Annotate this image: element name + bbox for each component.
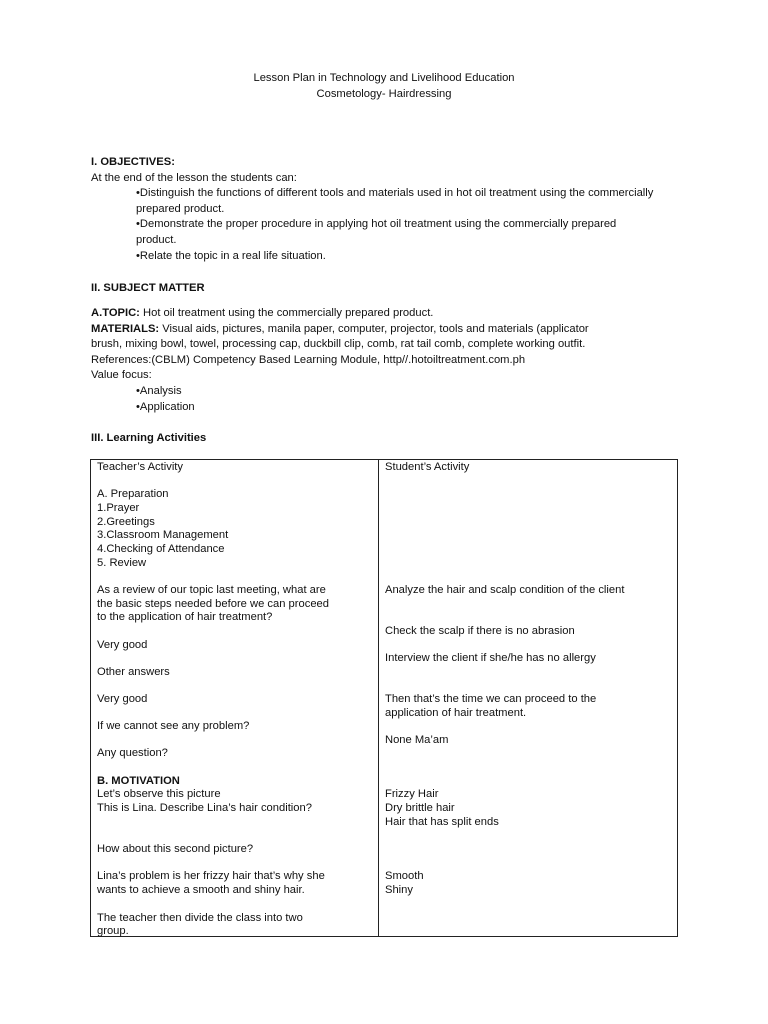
other-answers: Other answers [97, 666, 170, 678]
second-picture: How about this second picture? [97, 843, 254, 855]
condition-split-ends: Hair that has split ends [385, 816, 499, 828]
teacher-header: Teacher’s Activity [97, 461, 184, 473]
value-focus-label: Value focus: [91, 369, 152, 382]
topic-label: A.TOPIC: [91, 307, 140, 319]
materials-label: MATERIALS: [91, 322, 160, 335]
doc-title-line2: Cosmetology- Hairdressing [316, 88, 452, 100]
student-none: None Ma’am [385, 734, 449, 746]
review-question-2: the basic steps needed before we can proceed [97, 598, 329, 610]
prep-item-review: 5. Review [97, 557, 147, 569]
objectives-heading: I. OBJECTIVES: [91, 156, 175, 168]
subject-matter-section [91, 306, 691, 415]
value-item-analysis: •Analysis [136, 384, 182, 397]
review-question-1: As a review of our topic last meeting, what are [97, 584, 326, 596]
objective-item-2: •Demonstrate the proper procedure in applying hot oil treatment using the commercially prepared product. [136, 218, 617, 246]
student-check-scalp: Check the scalp if there is no abrasion [385, 625, 575, 637]
subject-matter-heading: II. SUBJECT MATTER [91, 282, 205, 294]
topic-text: Hot oil treatment using the commercially prepared product. [143, 307, 434, 319]
divide-class-1: The teacher then divide the class into two [97, 912, 303, 924]
subject-matter-heading-wrap [91, 281, 691, 297]
student-then-1: Then that’s the time we can proceed to the [385, 693, 597, 705]
materials-text-2: brush, mixing bowl, towel, processing cap, duckbill clip, comb, rat tail comb, complete working outfit. [91, 338, 586, 351]
any-question: Any question? [97, 747, 168, 759]
materials-text-1: Visual aids, pictures, manila paper, computer, projector, tools and materials (applicator [162, 322, 589, 335]
prep-item-classroom: 3.Classroom Management [97, 529, 229, 541]
objectives-intro: At the end of the lesson the students can: [91, 171, 297, 184]
motivation-heading: B. MOTIVATION [97, 775, 180, 787]
materials-line [91, 322, 691, 338]
activities-table [90, 459, 678, 937]
prep-item-greetings: 2.Greetings [97, 516, 155, 528]
prep-item-attendance: 4.Checking of Attendance [97, 543, 225, 555]
very-good-2: Very good [97, 693, 148, 705]
if-cannot-see: If we cannot see any problem? [97, 720, 250, 732]
condition-frizzy: Frizzy Hair [385, 788, 439, 800]
review-question-3: to the application of hair treatment? [97, 611, 273, 623]
condition-dry: Dry brittle hair [385, 802, 455, 814]
divide-class-2: group. [97, 925, 129, 937]
student-header: Student’s Activity [385, 461, 470, 473]
objective-item-3: •Relate the topic in a real life situation. [136, 249, 326, 262]
value-item-application: •Application [136, 400, 195, 413]
table-column-divider [378, 460, 379, 936]
student-analyze: Analyze the hair and scalp condition of the client [385, 584, 625, 596]
objective-item-1: •Distinguish the functions of different tools and materials used in hot oil treatment using the commercially prepared product. [136, 187, 654, 215]
learning-activities-heading: III. Learning Activities [91, 432, 207, 444]
learning-activities-heading-wrap [91, 431, 691, 447]
observe-picture: Let’s observe this picture [97, 788, 221, 800]
student-interview: Interview the client if she/he has no allergy [385, 652, 596, 664]
doc-title-line1: Lesson Plan in Technology and Livelihood Education [253, 72, 515, 84]
outcome-smooth: Smooth [385, 870, 424, 882]
prep-item-prayer: 1.Prayer [97, 502, 140, 514]
lina-problem-1: Lina’s problem is her frizzy hair that’s why she [97, 870, 325, 882]
topic-line [91, 306, 691, 322]
preparation-heading: A. Preparation [97, 488, 169, 500]
references-line: References:(CBLM) Competency Based Learning Module, http//.hotoiltreatment.com.ph [91, 353, 526, 366]
lina-describe: This is Lina. Describe Lina’s hair condition? [97, 802, 312, 814]
lina-problem-2: wants to achieve a smooth and shiny hair. [97, 884, 305, 896]
objectives-section [91, 155, 691, 264]
very-good-1: Very good [97, 639, 148, 651]
outcome-shiny: Shiny [385, 884, 413, 896]
student-then-2: application of hair treatment. [385, 707, 527, 719]
